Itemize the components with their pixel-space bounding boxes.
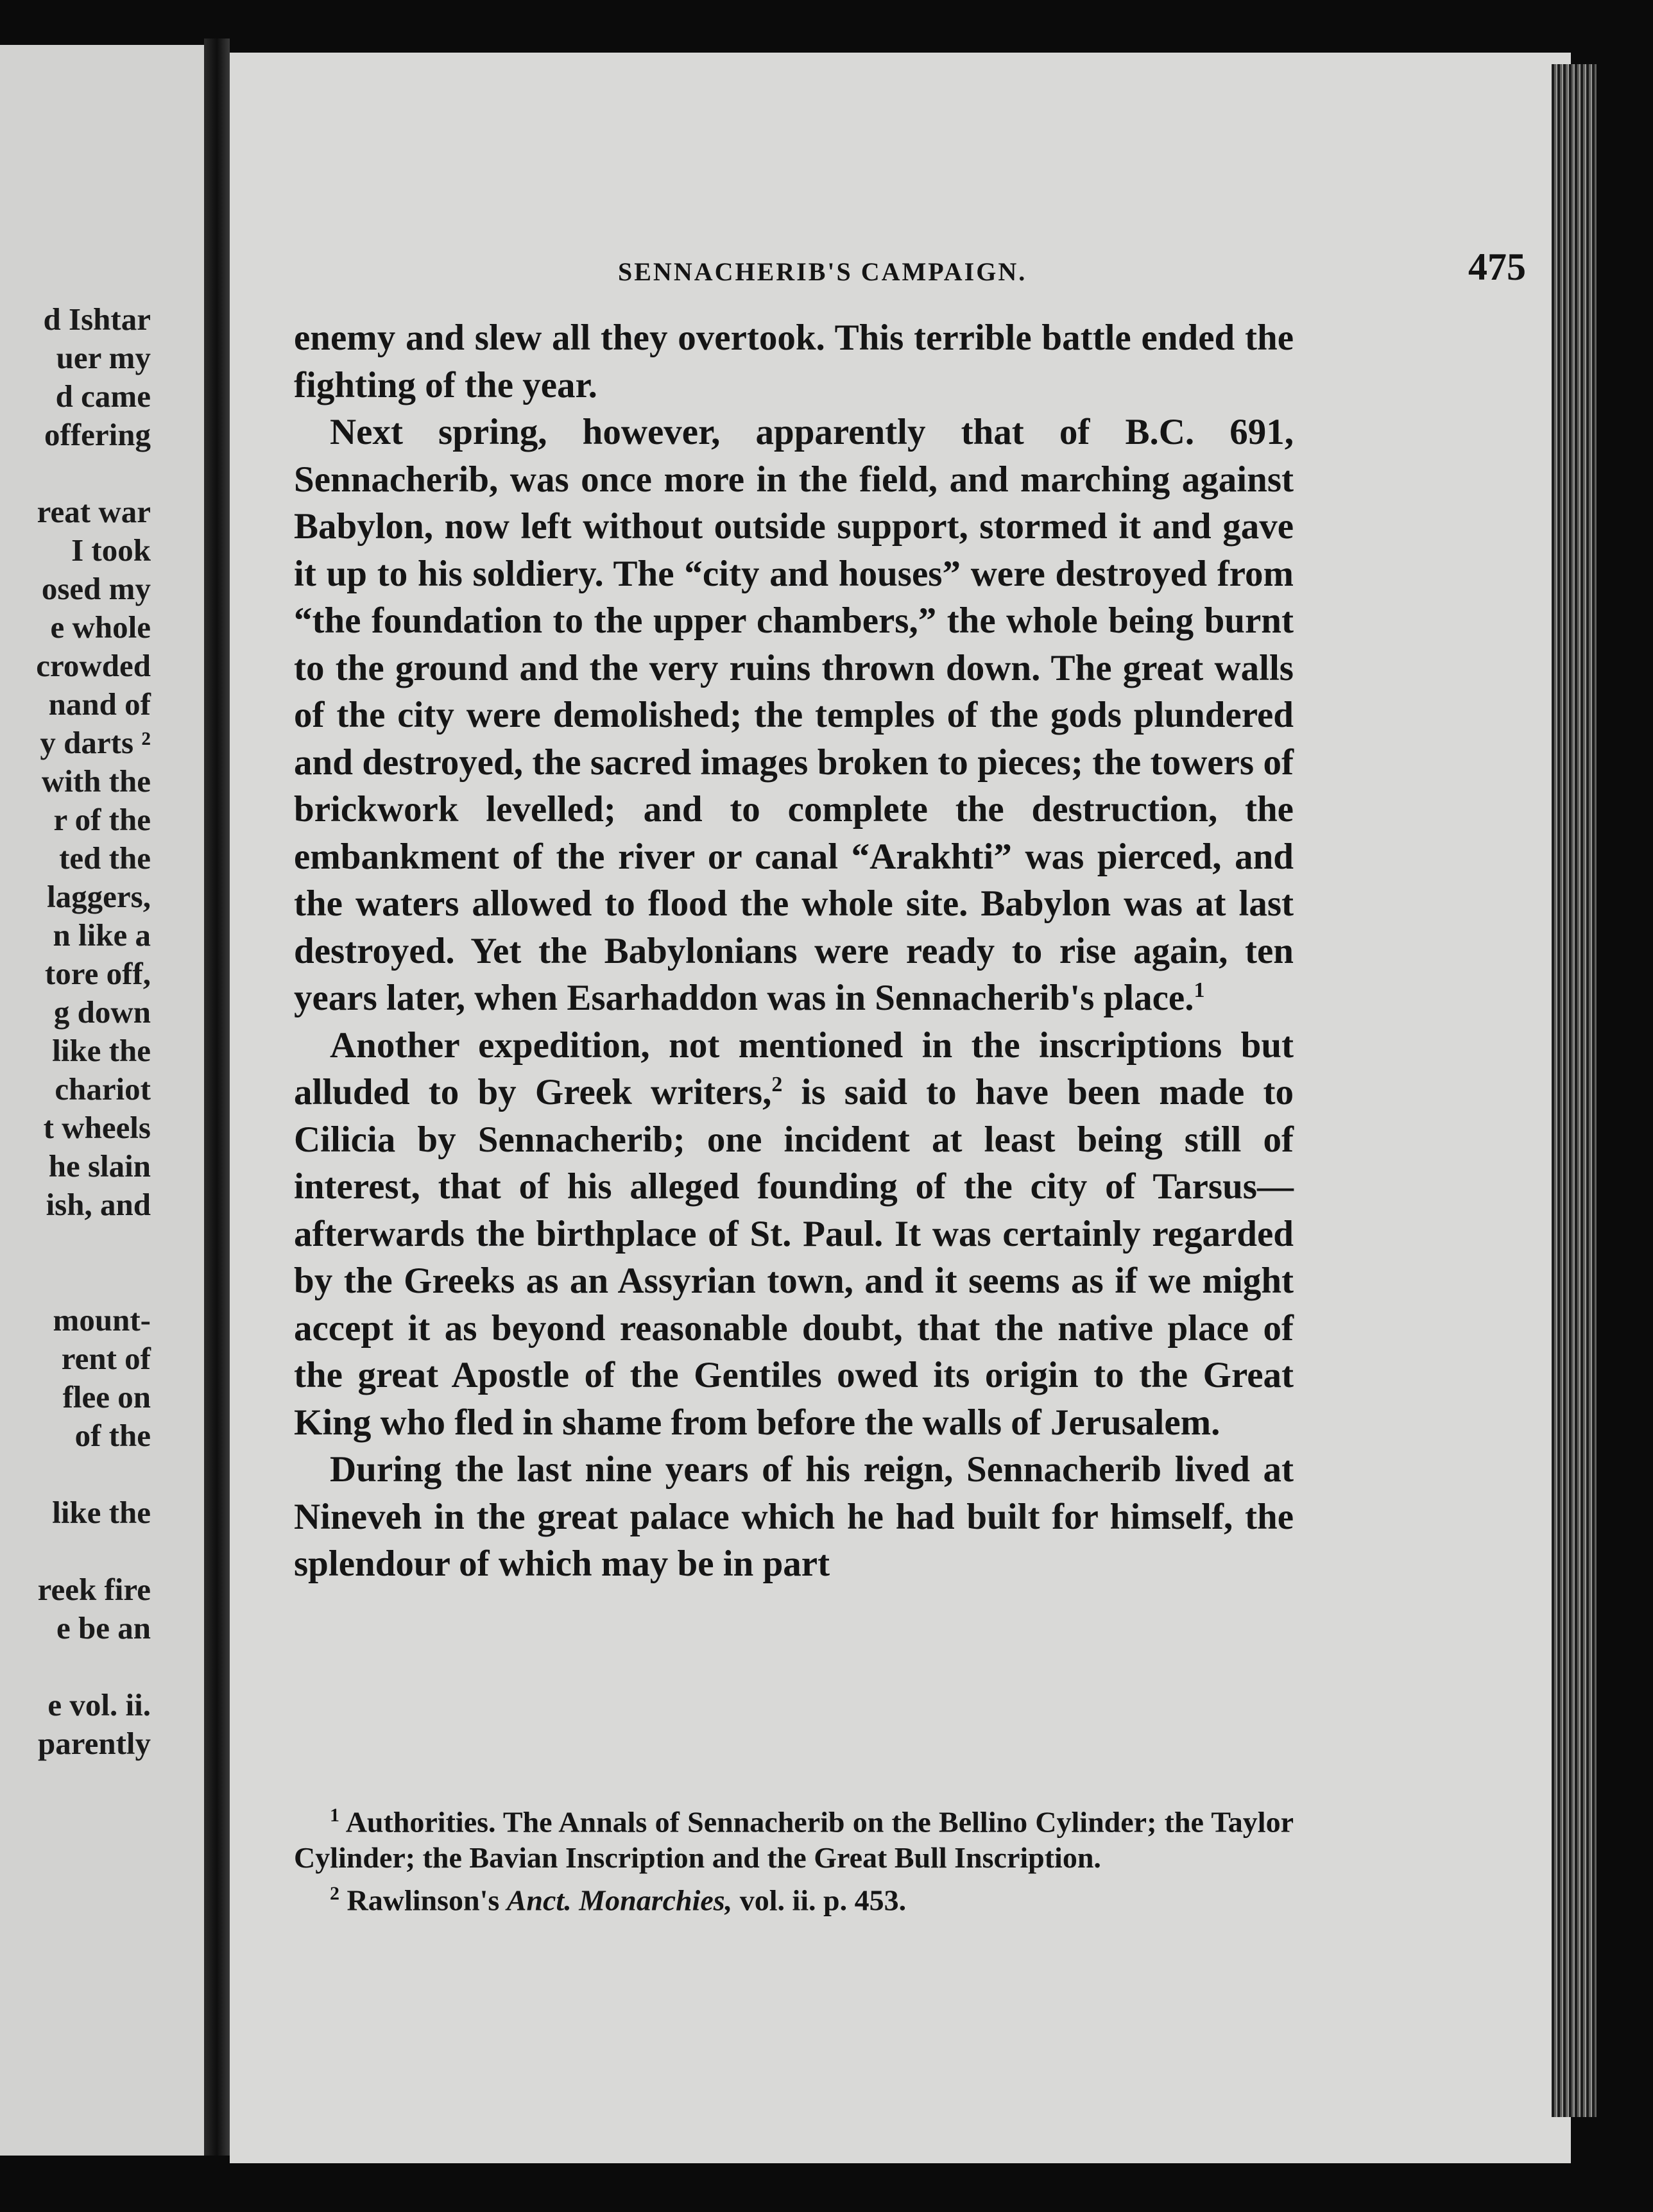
facing-page-line: chariot [55,1071,151,1107]
facing-page-line [0,1647,204,1686]
facing-page-line: I took [71,532,151,568]
facing-page-line: d came [55,379,151,414]
footnote-ref-1: 1 [1194,978,1205,1002]
facing-page-line: tore off, [44,956,151,991]
facing-page [0,45,204,2156]
facing-page-line: y darts ² [40,725,151,760]
facing-page-line: like the [52,1495,151,1530]
paragraph-4 [294,1446,1294,1588]
facing-page-line [0,1455,204,1493]
facing-page-line: parently [37,1726,151,1761]
paragraph-3-text-end: is said to have been made to Cilicia by Sennacherib; one incident at least being still of interest, that of his alleged founding of the city of Tarsus—afterwards the birthplace of St. Paul. It was certainly regarded by the Greeks as an Assyrian town, and it seems as if we might accept it as beyond reasonable doubt, that the native place of the great Apostle of the Gentiles owed its origin to the Great King who fled in shame from before the walls of Jerusalem. [294,1072,1294,1443]
paragraph-3-text-start: Another expedition, not mentioned in the inscriptions but alluded to by Greek writers, [294,1025,1294,1112]
facing-page-line: ish, and [46,1187,151,1222]
facing-page-line: r of the [53,802,151,837]
footnote-1 [294,1798,1294,1876]
paragraph-4-text: During the last nine years of his reign, Sennacherib lived at Nineveh in the great palace which he had built for himself, the splendour of which may be in part [294,1449,1294,1584]
paragraph-1-text: enemy and slew all they overtook. This terrible battle ended the fighting of the year. [294,318,1294,405]
paragraph-3 [294,1022,1294,1447]
facing-page-line: uer my [56,340,151,375]
footnote-2-book-title: Anct. Monarchies, [506,1884,733,1917]
footnote-2-text-start: Rawlinson's [339,1884,507,1917]
footnotes [294,1798,1294,1919]
facing-page-line: reat war [37,494,151,529]
facing-page-line: reek fire [37,1572,151,1607]
facing-page-line: he slain [48,1148,151,1184]
facing-page-text [0,300,204,1763]
footnote-2-mark: 2 [330,1883,339,1905]
facing-page-line: offering [44,417,151,452]
facing-page-line [0,454,204,493]
facing-page-line: t wheels [43,1110,151,1145]
paragraph-2-text-end: 691, Sennacherib, was once more in the field, and marching against Babylon, now left without outside support, stormed it and gave it up to his soldiery. The “city and houses” were destroyed from “the foundation to the upper chambers,” the whole being burnt to the ground and the very ruins thrown down. The great walls of the city were demolished; the temples of the gods plundered and destroyed, the sacred images broken to pieces; the towers of brickwork levelled; and to complete the destruction, the embankment of the river or canal “Arakhti” was pierced, and the waters allowed to flood the whole site. Babylon was at last destroyed. Yet the Babylonians were ready to rise again, ten years later, when Esarhaddon was in Sennacherib's place. [294,412,1294,1018]
facing-page-line: e whole [50,609,151,645]
facing-page-line: e vol. ii. [47,1687,151,1723]
paragraph-1 [294,314,1294,409]
facing-page-line: like the [52,1033,151,1068]
facing-page-line: ted the [59,840,151,876]
facing-page-line: of the [74,1418,151,1453]
facing-page-line: d Ishtar [43,302,151,337]
facing-page-line: with the [41,763,151,799]
facing-page-line [0,1532,204,1570]
facing-page-line: osed my [41,571,151,606]
body-text [294,314,1294,1588]
page-edge [1552,64,1597,2117]
running-head [287,245,1526,296]
footnote-2-text-end: vol. ii. p. 453. [732,1884,907,1917]
facing-page-line: flee on [62,1379,151,1415]
facing-page-line: e be an [56,1610,151,1646]
facing-page-line: n like a [53,917,151,953]
era-abbreviation: B.C. [1125,412,1195,452]
facing-page-line [0,1224,204,1263]
running-title: SENNACHERIB'S CAMPAIGN. [618,257,1027,286]
footnote-2 [294,1876,1294,1918]
paragraph-2-text-start: Next spring, however, apparently that of [330,412,1126,452]
facing-page-line: laggers, [47,879,151,914]
facing-page-line: nand of [48,686,151,722]
paragraph-2 [294,409,1294,1022]
book-gutter [204,38,230,2156]
footnote-1-mark: 1 [330,1805,339,1826]
book-page [230,53,1571,2163]
facing-page-line: g down [53,994,151,1030]
facing-page-line [0,1263,204,1301]
footnote-1-text: Authorities. The Annals of Sennacherib on the Bellino Cylinder; the Taylor Cylinder; the Bavian Inscription and the Great Bull Inscription. [294,1805,1294,1875]
page-number: 475 [1468,246,1526,288]
facing-page-line: crowded [36,648,151,683]
footnote-ref-2: 2 [771,1073,783,1096]
facing-page-line: mount- [53,1302,151,1338]
facing-page-line: rent of [61,1341,151,1376]
